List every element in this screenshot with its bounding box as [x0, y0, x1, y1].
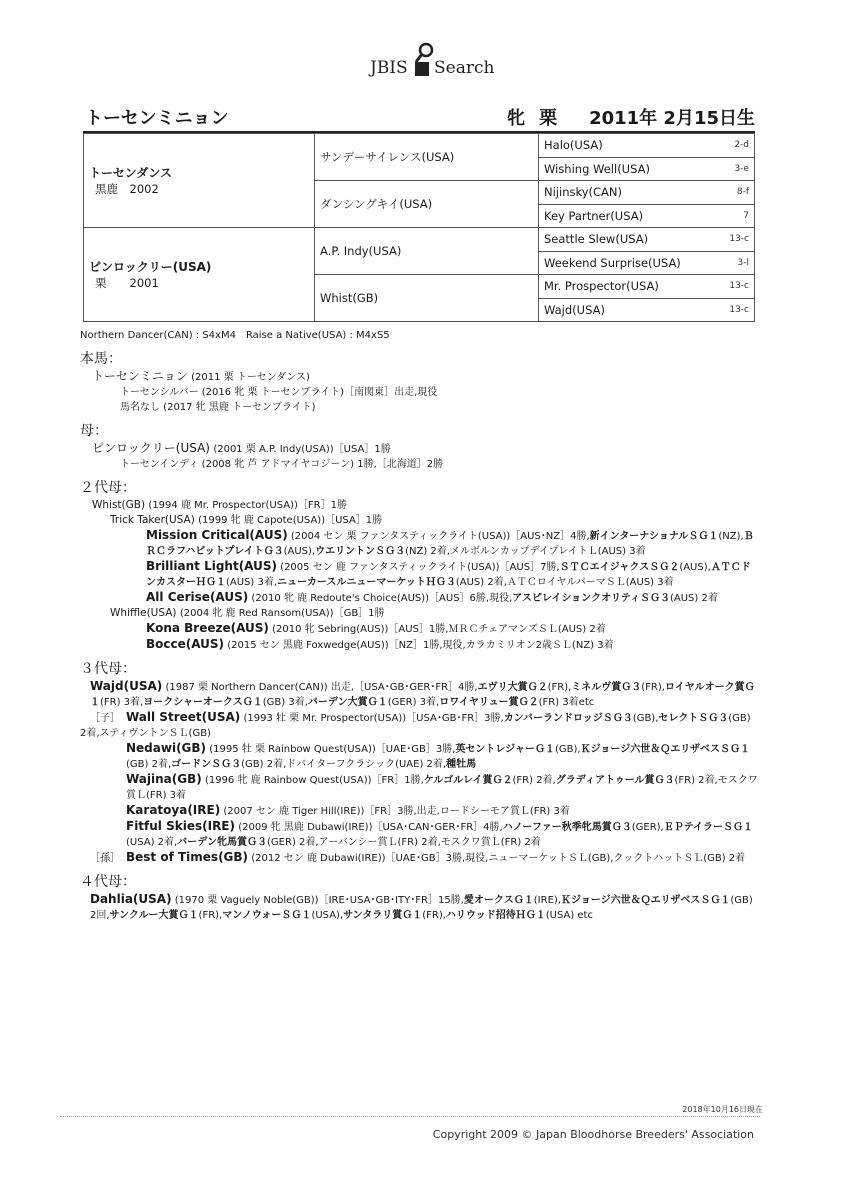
sibling-line: トーセンインディ (2008 牝 芦 アドマイヤコジーン) 1勝,［北海道］2勝 [120, 459, 444, 470]
family-member-name[interactable]: Whiffle(USA) [110, 607, 177, 619]
section-dam: 母： [80, 423, 108, 439]
section-gdam4: ４代母： [80, 874, 136, 890]
pedigree-cell[interactable]: Key Partner(USA) 7 [539, 204, 755, 228]
copyright: Copyright 2009 © Japan Bloodhorse Breeders' Association [432, 1128, 754, 1141]
sire-sire[interactable]: サンデーサイレンス(USA) [315, 134, 539, 181]
family-entry: Mission Critical(AUS) (2004 セン 栗 ファンタスティックライト(USA))［AUS･NZ］4勝,新インターナショナルＳＧ１(NZ),ＢＲＣラフハビットプレイトＧ３(AUS),ウエリントンＳＧ３(NZ) 2着,メルボルンカップデイプレイトＬ(AUS) 3着 [146, 528, 754, 557]
logo-text-jbis: JBIS [370, 58, 408, 78]
pedigree-cell[interactable]: Seattle Slew(USA) 13-c [539, 228, 755, 252]
horse-birth: 2011年 2月15日生 [589, 108, 755, 129]
section-gdam2: ２代母： [80, 480, 136, 496]
pedigree-cell[interactable]: Weekend Surprise(USA) 3-l [539, 251, 755, 275]
inbreeding-info: Northern Dancer(CAN) : S4xM4 Raise a Native(USA) : M4xS5 [80, 330, 390, 341]
family-entry: All Cerise(AUS) (2010 牝 鹿 Redoute's Choice(AUS))［AUS］6勝,現役,アスピレイションクオリティＳＧ３(AUS) 2着 [146, 590, 718, 604]
pedigree-cell[interactable]: Halo(USA) 2-d [539, 134, 755, 158]
self-name[interactable]: トーセンミニョン [92, 369, 188, 383]
sibling-line: トーセンシルバー (2016 牝 栗 トーセンブライト)［南関東］出走,現役 [120, 387, 438, 398]
horse-title-row [85, 102, 755, 130]
family-entry: Nedawi(GB) (1995 牡 栗 Rainbow Quest(USA))［UAE･GB］3勝,英セントレジャーＧ１(GB),Ｋジョージ六世＆ＱエリザベスＳＧ１(GB) 2着,ゴードンＳＧ３(GB) 2着,ドバイターフクラシック(UAE) 2着,種牡馬 [126, 741, 750, 770]
horse-sex: 牝 [507, 108, 526, 129]
dam-line-name[interactable]: ピンロックリー(USA) [92, 441, 210, 455]
family-entry: Karatoya(IRE) (2007 セン 鹿 Tiger Hill(IRE))［FR］3勝,出走,ロードシーモア賞Ｌ(FR) 3着 [126, 803, 570, 817]
pedigree-cell[interactable]: Mr. Prospector(USA) 13-c [539, 275, 755, 299]
pedigree-cell[interactable]: Nijinsky(CAN) 8-f [539, 181, 755, 205]
family-entry: Brilliant Light(AUS) (2005 セン 鹿 ファンタスティックライト(USA))［AUS］7勝,ＳＴＣエイジャクスＳＧ２(AUS),ＡＴＣドンカスターＨＧ１(AUS) 3着,ニューカースルニューマーケットＨＧ３(AUS) 2着,ＡＴＣロイヤルパーマＳＬ(AUS) 3着 [146, 559, 751, 588]
family-entry: ［孫］ Best of Times(GB) (2012 セン 鹿 Dubawi(IRE))［UAE･GB］3勝,現役,ニューマーケットＳＬ(GB),クックトハットＳＬ(GB) 2着 [90, 850, 746, 864]
jbis-search-logo [370, 38, 500, 82]
pedigree-cell[interactable]: Wishing Well(USA) 3-e [539, 157, 755, 181]
pedigree-cell[interactable]: Wajd(USA) 13-c [539, 298, 755, 322]
family-entry: Kona Breeze(AUS) (2010 牝 Sebring(AUS))［AUS］1勝,ＭＲＣチェアマンズＳＬ(AUS) 2着 [146, 621, 606, 635]
sire-name[interactable]: トーセンダンス [89, 166, 173, 180]
dam-meta: 栗 2001 [95, 276, 159, 290]
family-member-name[interactable]: Trick Taker(USA) [110, 514, 195, 526]
sire-dam[interactable]: ダンシングキイ(USA) [315, 181, 539, 228]
logo-text-search: Search [434, 58, 495, 78]
horse-name: トーセンミニョン [85, 108, 229, 129]
dam-dam[interactable]: Whist(GB) [315, 275, 539, 322]
section-self: 本馬： [80, 351, 122, 367]
family-entry: Fitful Skies(IRE) (2009 牝 黒鹿 Dubawi(IRE))［USA･CAN･GER･FR］4勝,ハノーファー秋季牝馬賞Ｇ３(GER),ＥＰテイラーＳＧ１(USA) 2着,バーデン牝馬賞Ｇ３(GER) 2着,アーバンシー賞Ｌ(FR) 2着,モスクワ賞Ｌ(FR) 2着 [126, 819, 754, 848]
as-of-date: 2018年10月16日現在 [682, 1105, 763, 1114]
footer-rule [60, 1116, 760, 1117]
sire-cell [84, 134, 315, 228]
gdam3-entry: Wajd(USA) (1987 栗 Northern Dancer(CAN)) 出走,［USA･GB･GER･FR］4勝,エヴリ大賞Ｇ２(FR),ミネルヴ賞Ｇ３(FR),ロイヤルオーク賞Ｇ１(FR) 3着,ヨークシャーオークスＧ１(GB) 3着,バーデン大賞Ｇ１(GER) 3着,ロワイヤリュー賞Ｇ２(FR) 3着etc [90, 679, 755, 708]
family-details: Northern Dancer(CAN) : S4xM4 Raise a Native(USA) : M4xS5 本馬： トーセンミニョン (2011 栗 トーセンダンス) トーセンシルバー (2016 牝 栗 トーセンブライト)［南関東］出走,現役 馬名なし (2017 牝 黒鹿 トーセンブライト) 母： ピンロックリー(USA) (2001 栗 A.P. Indy(USA))［USA］1勝 トーセンインディ (2008 牝 芦 アドマイヤコジーン) 1勝,［北海道］2勝 ２代母： Whist(GB) (1994 鹿 Mr. Prospector(USA))［FR］1勝 Trick Taker(USA) (1999 牝 鹿 Capote(USA))［USA］1勝 Mission Critical(AUS) (2004 セン 栗 ファンタスティックライト(USA))［AUS･NZ］4勝,新インターナショナルＳＧ１(NZ),ＢＲＣラフハビットプレイトＧ３(AUS),ウエリントンＳＧ３(NZ) 2着,メルボルンカップデイプレイトＬ(AUS) 3着 Brilliant Light(AUS) (2005 セン 鹿 ファンタスティックライト(USA))［AUS］7勝,ＳＴＣエイジャクスＳＧ２(AUS),ＡＴＣドンカスターＨＧ１(AUS) 3着,ニューカースルニューマーケットＨＧ３(AUS) 2着,ＡＴＣロイヤルパーマＳＬ(AUS) 3着 All Cerise(AUS) (2010 牝 鹿 Redoute's Choice(AUS))［AUS］6勝,現役,アスピレイションクオリティＳＧ３(AUS) 2着 Whiffle(USA) (2004 牝 鹿 Red Ransom(USA))［GB］1勝 Kona Breeze(AUS) (2010 牝 Sebring(AUS))［AUS］1勝,ＭＲＣチェアマンズＳＬ(AUS) 2着 Bocce(AUS) (2015 セン 黒鹿 Foxwedge(AUS))［NZ］1勝,現役,カラカミリオン2歳ＳＬ(NZ) 3着 ３代母： Wajd(USA) (1987 栗 Northern Dancer(CAN)) 出走,［USA･GB･GER･FR］4勝,エヴリ大賞Ｇ２(FR),ミネルヴ賞Ｇ３(FR),ロイヤルオーク賞Ｇ１(FR) 3着,ヨークシャーオークスＧ１(GB) 3着,バーデン大賞Ｇ１(GER) 3着,ロワイヤリュー賞Ｇ２(FR) 3着etc ［子］ Wall Street(USA) (1993 牡 栗 Mr. Prospector(USA))［USA･GB･FR］3勝,カンバーランドロッジＳＧ３(GB),セレクトＳＧ３(GB) 2着,スティヴントンＳＬ(GB) Nedawi(GB) (1995 牡 栗 Rainbow Quest(USA))［UAE･GB］3勝,英セントレジャーＧ１(GB),Ｋジョージ六世＆ＱエリザベスＳＧ１(GB) 2着,ゴードンＳＧ３(GB) 2着,ドバイターフクラシック(UAE) 2着,種牡馬 Wajina(GB) (1996 牝 鹿 Rainbow Quest(USA))［FR］1勝,ケルゴルレイ賞Ｇ２(FR) 2着,グラディアトゥール賞Ｇ３(FR) 2着,モスクワ賞Ｌ(FR) 3着 Karatoya(IRE) (2007 セン 鹿 Tiger Hill(IRE))［FR］3勝,出走,ロードシーモア賞Ｌ(FR) 3着 Fitful Skies(IRE) (2009 牝 黒鹿 Dubawi(IRE))［USA･CAN･GER･FR］4勝,ハノーファー秋季牝馬賞Ｇ３(GER),ＥＰテイラーＳＧ１(USA) 2着,バーデン牝馬賞Ｇ３(GER) 2着,アーバンシー賞Ｌ(FR) 2着,モスクワ賞Ｌ(FR) 2着 ［孫］ Best of Times(GB) (2012 セン 鹿 Dubawi(IRE))［UAE･GB］3勝,現役,ニューマーケットＳＬ(GB),クックトハットＳＬ(GB) 2着 ４代母： Dahlia(USA) (1970 栗 Vaguely Noble(GB))［IRE･USA･GB･ITY･FR］15勝,愛オークスＧ１(IRE),Ｋジョージ六世＆ＱエリザベスＳＧ１(GB) 2回,サンクルー大賞Ｇ１(FR),マンノウォーＳＧ１(USA),サンタラリ賞Ｇ１(FR),ハリウッド招待ＨＧ１(USA) etc [80, 328, 760, 923]
dam-name[interactable]: ピンロックリー(USA) [89, 260, 212, 274]
family-entry: Wajina(GB) (1996 牝 鹿 Rainbow Quest(USA))［FR］1勝,ケルゴルレイ賞Ｇ２(FR) 2着,グラディアトゥール賞Ｇ３(FR) 2着,モスクワ賞Ｌ(FR) 3着 [126, 772, 758, 801]
dam-sire[interactable]: A.P. Indy(USA) [315, 228, 539, 275]
gdam4-entry: Dahlia(USA) (1970 栗 Vaguely Noble(GB))［IRE･USA･GB･ITY･FR］15勝,愛オークスＧ１(IRE),Ｋジョージ六世＆ＱエリザベスＳＧ１(GB) 2回,サンクルー大賞Ｇ１(FR),マンノウォーＳＧ１(USA),サンタラリ賞Ｇ１(FR),ハリウッド招待ＨＧ１(USA) etc [90, 892, 753, 921]
sibling-line: 馬名なし (2017 牝 黒鹿 トーセンブライト) [120, 402, 316, 413]
family-entry: ［子］ Wall Street(USA) (1993 牡 栗 Mr. Prospector(USA))［USA･GB･FR］3勝,カンバーランドロッジＳＧ３(GB),セレクトＳＧ３(GB) 2着,スティヴントンＳＬ(GB) [80, 710, 751, 739]
dam-cell [84, 228, 315, 322]
horse-profile [507, 104, 755, 130]
gdam2-name[interactable]: Whist(GB) [92, 499, 146, 511]
pedigree-table [83, 133, 755, 322]
section-gdam3: ３代母： [80, 661, 136, 677]
sire-meta: 黒鹿 2002 [95, 182, 159, 196]
horse-color: 栗 [539, 108, 558, 129]
family-entry: Bocce(AUS) (2015 セン 黒鹿 Foxwedge(AUS))［NZ］1勝,現役,カラカミリオン2歳ＳＬ(NZ) 3着 [146, 637, 614, 651]
